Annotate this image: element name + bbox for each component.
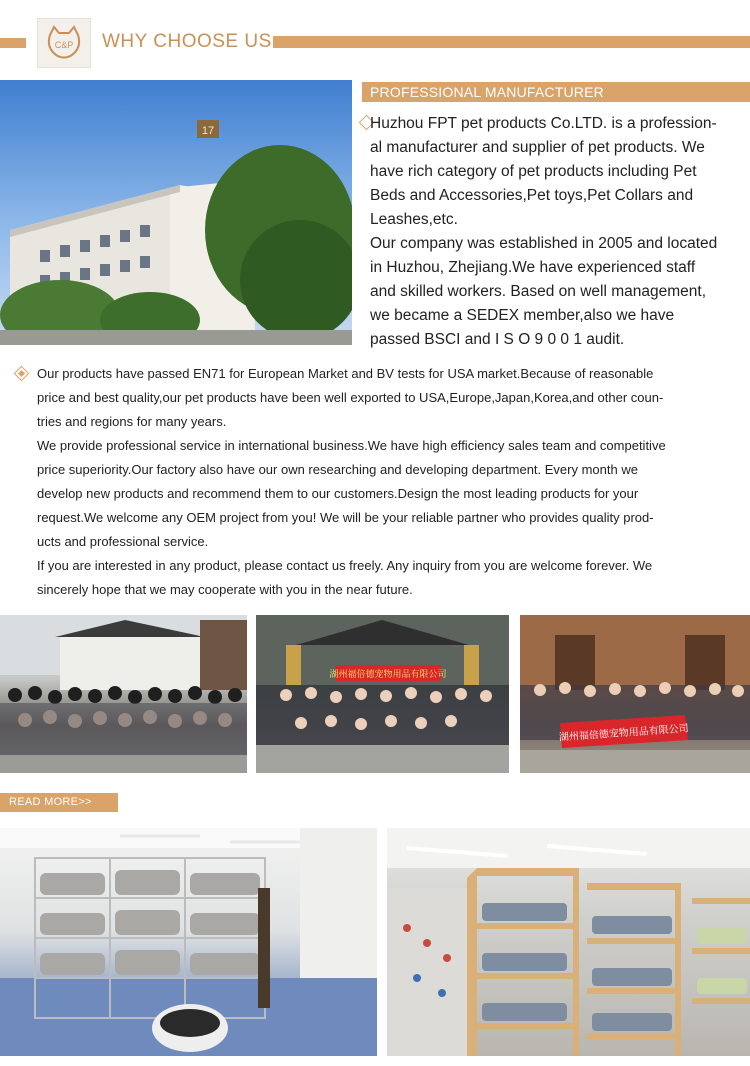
- text-line: price and best quality,our pet products have been well exported to USA,Europe,Japan,Korea,and other coun-: [37, 390, 664, 405]
- text-line: Our company was established in 2005 and located: [370, 235, 718, 252]
- text-line: have rich category of pet products including Pet: [370, 163, 697, 180]
- text-line: price superiority.Our factory also have our own researching and developing department. Every month we: [37, 462, 638, 477]
- text-line: al manufacturer and supplier of pet products. We: [370, 139, 705, 156]
- team-banner-text: 湖州福倍德宠物用品有限公司: [329, 670, 447, 680]
- company-description: [37, 362, 737, 602]
- showroom-photo-1: [0, 828, 377, 1056]
- building-sign: 17: [201, 125, 215, 137]
- team-photo-1: [0, 615, 247, 773]
- professional-title: PROFESSIONAL MANUFACTURER: [370, 84, 604, 100]
- text-line: Our products have passed EN71 for European Market and BV tests for USA market.Because of reasonable: [37, 366, 654, 381]
- text-line: ucts and professional service.: [37, 534, 209, 549]
- text-line: Huzhou FPT pet products Co.LTD. is a profession-: [370, 115, 717, 132]
- team-photo-3: [520, 615, 750, 773]
- text-line: Leashes,etc.: [370, 211, 458, 228]
- read-more-button[interactable]: READ MORE>>: [0, 793, 118, 812]
- text-line: in Huzhou, Zhejiang.We have experienced staff: [370, 259, 696, 276]
- text-line: We provide professional service in international business.We have high efficiency sales team and competitive: [37, 438, 666, 453]
- header-accent-bar-left: [0, 38, 26, 48]
- text-line: develop new products and recommend them to our customers.Design the most leading products for your: [37, 486, 639, 501]
- text-line: sincerely hope that we may cooperate with you in the near future.: [37, 582, 413, 597]
- text-line: Beds and Accessories,Pet toys,Pet Collars and: [370, 187, 694, 204]
- text-line: passed BSCI and I S O 9 0 0 1 audit.: [370, 331, 625, 348]
- section-title: WHY CHOOSE US: [102, 31, 272, 52]
- text-line: request.We welcome any OEM project from you! We will be your reliable partner who provides quality prod-: [37, 510, 654, 525]
- cat-logo-icon: [44, 25, 84, 61]
- header-accent-bar-right: [273, 36, 750, 48]
- brand-logo: [37, 18, 91, 68]
- factory-building-photo: [0, 80, 352, 345]
- team-photo-2: [256, 615, 509, 773]
- text-line: and skilled workers. Based on well management,: [370, 283, 707, 300]
- team-banner-text: 湖州福倍德宠物用品有限公司: [558, 723, 690, 744]
- showroom-photo-2: [387, 828, 750, 1056]
- logo-text: C&P: [54, 40, 74, 50]
- professional-description: [370, 112, 742, 352]
- text-line: tries and regions for many years.: [37, 414, 227, 429]
- text-line: If you are interested in any product, please contact us freely. Any inquiry from you are welcome forever. We: [37, 558, 653, 573]
- text-line: we became a SEDEX member,also we have: [370, 307, 675, 324]
